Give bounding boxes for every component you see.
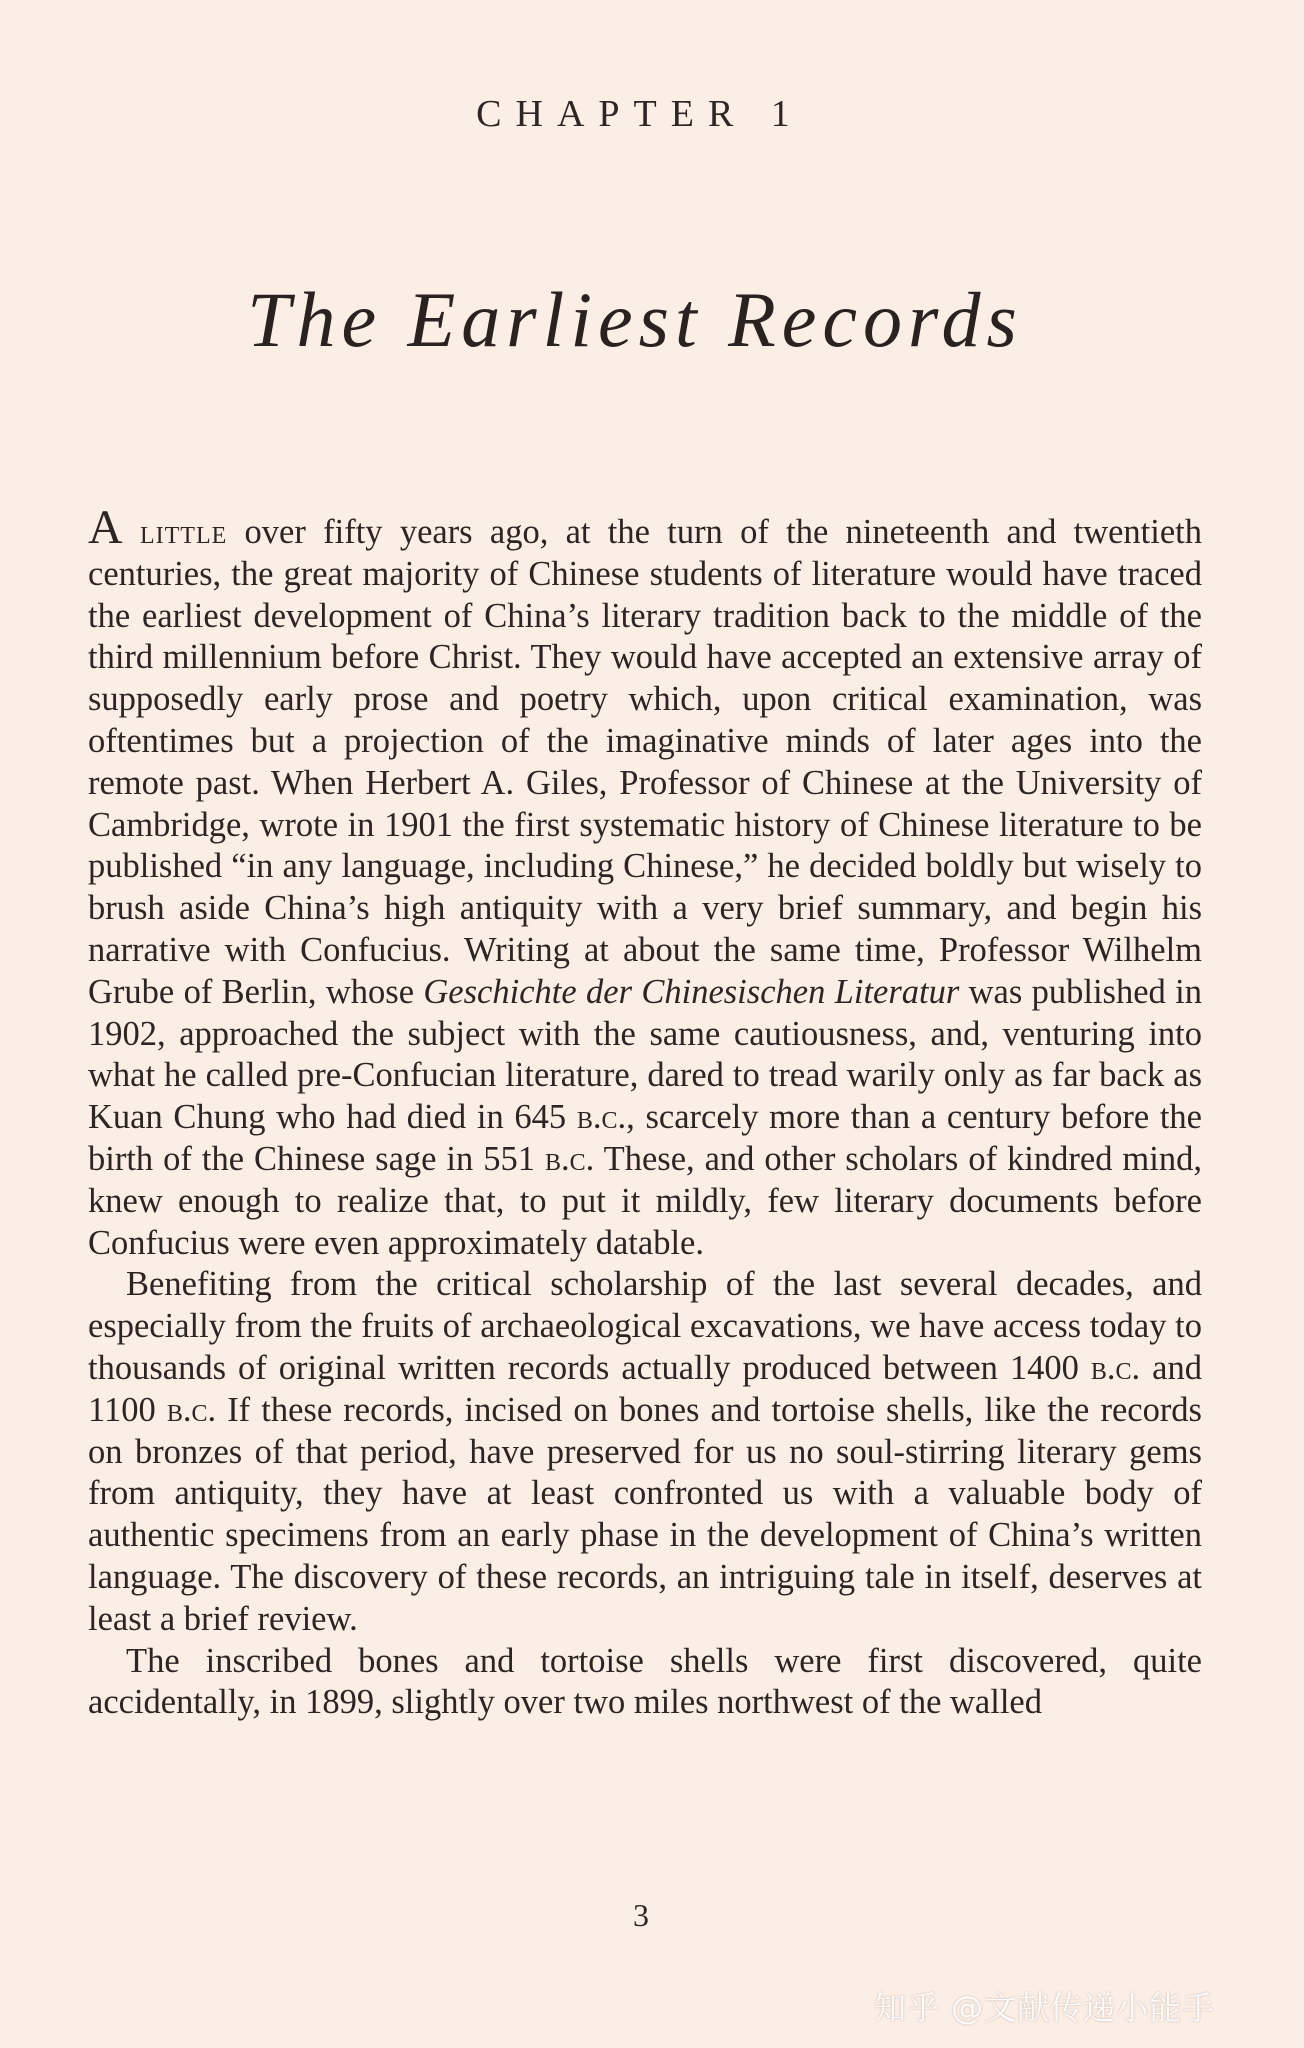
paragraph-1-text-c: , scarcely more than a century before the birth of the Chinese sage in 551 <box>88 1098 1202 1178</box>
paragraph-3 <box>88 1641 1202 1725</box>
era-abbreviation: b.c. <box>545 1139 595 1178</box>
era-abbreviation: b.c. <box>576 1098 627 1137</box>
paragraph-2-text-a: Benefiting from the critical scholarship of the last several decades, and especially from the fruits of archaeological excavations, we have access today to thousands of original written records actually produced between 1400 <box>88 1265 1202 1387</box>
book-title-italic: Geschichte der Chinesischen Literatur <box>423 972 960 1011</box>
paragraph-1-text-b: was published in 1902, approached the subject with the same cautiousness, and, venturing into what he called pre-Confucian literature, dared to tread warily only as far back as Kuan Chung who had died in 645 <box>88 972 1202 1137</box>
paragraph-1-text-a: over fifty years ago, at the turn of the nineteenth and twentieth centuries, the great majority of Chinese students of literature would have traced the earliest development of China’s literary tradition back to the middle of the third millennium before Christ. They would have accepted an extensive array of supposedly early prose and poetry which, upon critical examination, was oftentimes but a projection of the imaginative minds of later ages into the remote past. When Herbert A. Giles, Professor of Chinese at the University of Cambridge, wrote in 1901 the first systematic history of Chinese literature to be published “in any language, including Chinese,” he decided boldly but wisely to brush aside China’s high antiquity with a very brief summary, and begin his narrative with Confucius. Writing at about the same time, Professor Wilhelm Grube of Berlin, whose <box>88 513 1203 1011</box>
paragraph-1 <box>88 501 1203 1264</box>
era-abbreviation: b.c. <box>1090 1348 1141 1387</box>
paragraph-1-text-d: These, and other scholars of kindred mind, knew enough to realize that, to put it mildly, few literary documents before Confucius were even approximately datable. <box>88 1139 1202 1262</box>
era-abbreviation: b.c. <box>166 1390 217 1429</box>
watermark: 知乎 @文献传递小能手 <box>874 1989 1216 2027</box>
paragraph-2-text-b: and 1100 <box>88 1348 1202 1429</box>
paragraph-2 <box>88 1264 1202 1640</box>
paragraph-3-text: The inscribed bones and tortoise shells were first discovered, quite accidentally, in 1899, slightly over two miles northwest of the walled <box>88 1641 1202 1722</box>
paragraph-2-text-c: If these records, incised on bones and tortoise shells, like the records on bronzes of that period, have preserved for us no soul-stirring literary gems from antiquity, they have at least confronted us with a valuable body of authentic specimens from an early phase in the development of China’s written language. The discovery of these records, an intriguing tale in itself, deserves at least a brief review. <box>88 1390 1202 1638</box>
page-number: 3 <box>633 1897 649 1933</box>
chapter-label: CHAPTER 1 <box>476 93 804 135</box>
small-caps-lead: little <box>139 513 228 551</box>
body-text <box>88 501 1203 1724</box>
chapter-title: The Earliest Records <box>247 276 1023 363</box>
drop-cap: A <box>88 501 123 554</box>
